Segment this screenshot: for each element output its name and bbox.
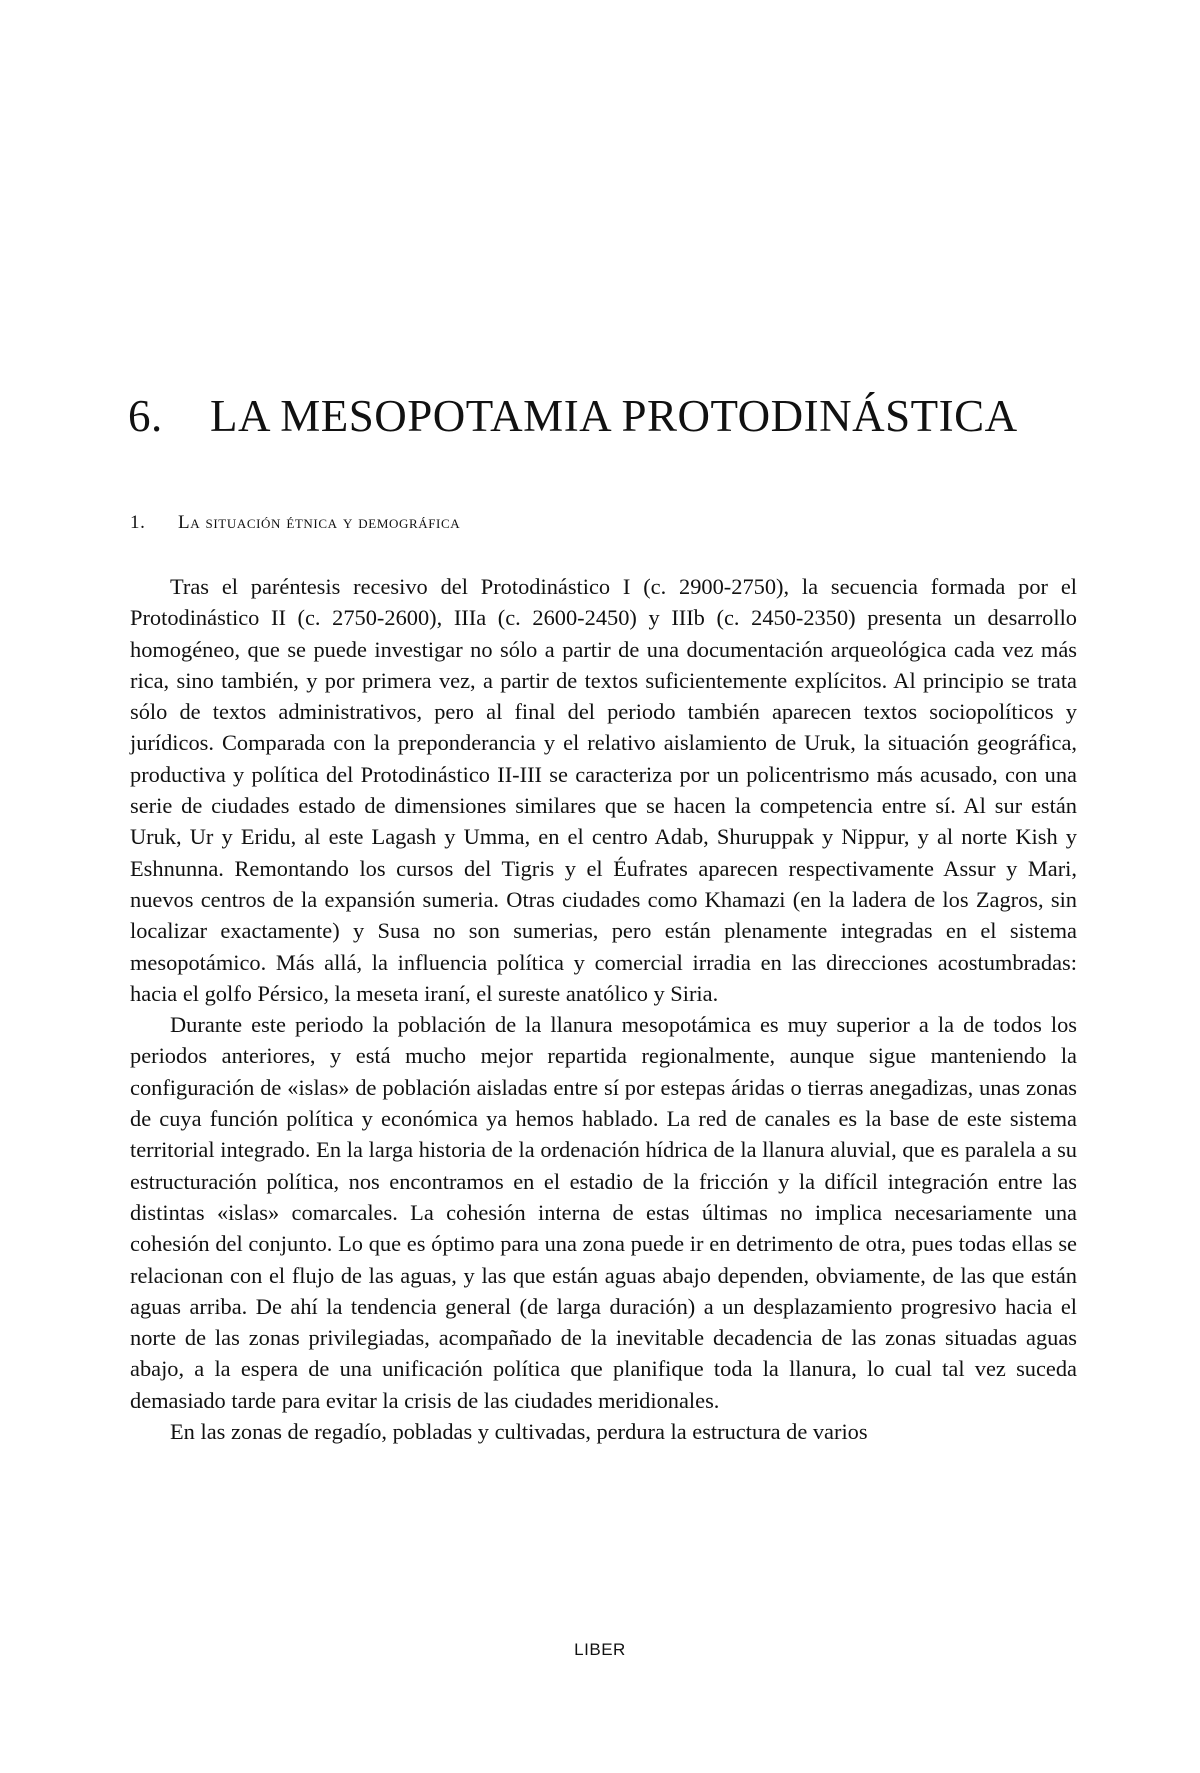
chapter-title (128, 392, 1088, 442)
page-footer-watermark: LIBER (574, 1640, 626, 1659)
paragraph-1: Tras el paréntesis recesivo del Protodinástico I (c. 2900-2750), la secuencia formada por el Protodinástico II (c. 2750-2600), IIIa (c. 2600-2450) y IIIb (c. 2450-2350) presenta un desarrollo homogéneo, que se puede investigar no sólo a partir de una documentación arqueológica cada vez más rica, sino también, y por primera vez, a partir de textos suficientemente explícitos. Al principio se trata sólo de textos administrativos, pero al final del periodo también aparecen textos sociopolíticos y jurídicos. Comparada con la preponderancia y el relativo aislamiento de Uruk, la situación geográfica, productiva y política del Protodinástico II-III se caracteriza por un policentrismo más acusado, con una serie de ciudades estado de dimensiones similares que se hacen la competencia entre sí. Al sur están Uruk, Ur y Eridu, al este Lagash y Umma, en el centro Adab, Shuruppak y Nippur, y al norte Kish y Eshnunna. Remontando los cursos del Tigris y el Éufrates aparecen respectivamente Assur y Mari, nuevos centros de la expansión sumeria. Otras ciudades como Khamazi (en la ladera de los Zagros, sin localizar exactamente) y Susa no son sumerias, pero están plenamente integradas en el sistema mesopotámico. Más allá, la influencia política y comercial irradia en las direcciones acostumbradas: hacia el golfo Pérsico, la meseta iraní, el sureste anatólico y Siria. (130, 574, 1077, 1006)
chapter-title-text: LA MESOPOTAMIA PROTODINÁSTICA (210, 391, 1018, 441)
paragraph-2: Durante este periodo la población de la llanura mesopotámica es muy superior a la de todos los periodos anteriores, y está mucho mejor repartida regionalmente, aunque sigue manteniendo la configuración de «islas» de población aisladas entre sí por estepas áridas o tierras anegadizas, unas zonas de cuya función política y económica ya hemos hablado. La red de canales es la base de este sistema territorial integrado. En la larga historia de la ordenación hídrica de la llanura aluvial, que es paralela a su estructuración política, nos encontramos en el estadio de la fricción y la difícil integración entre las distintas «islas» comarcales. La cohesión interna de estas últimas no implica necesariamente una cohesión del conjunto. Lo que es óptimo para una zona puede ir en detrimento de otra, pues todas ellas se relacionan con el flujo de las aguas, y las que están aguas abajo dependen, obviamente, de las que están aguas arriba. De ahí la tendencia general (de larga duración) a un desplazamiento progresivo hacia el norte de las zonas privilegiadas, acompañado de la inevitable decadencia de las zonas situadas aguas abajo, a la espera de una unificación política que planifique toda la llanura, lo cual tal vez suceda demasiado tarde para evitar la crisis de las ciudades meridionales. (130, 1012, 1077, 1413)
section-heading (130, 512, 460, 534)
chapter-number: 6. (128, 391, 163, 441)
body-text (130, 571, 1077, 1447)
paragraph-3: En las zonas de regadío, pobladas y cultivadas, perdura la estructura de varios (170, 1419, 868, 1445)
section-number: 1. (130, 512, 146, 533)
section-title-text: La situación étnica y demográfica (178, 512, 461, 533)
